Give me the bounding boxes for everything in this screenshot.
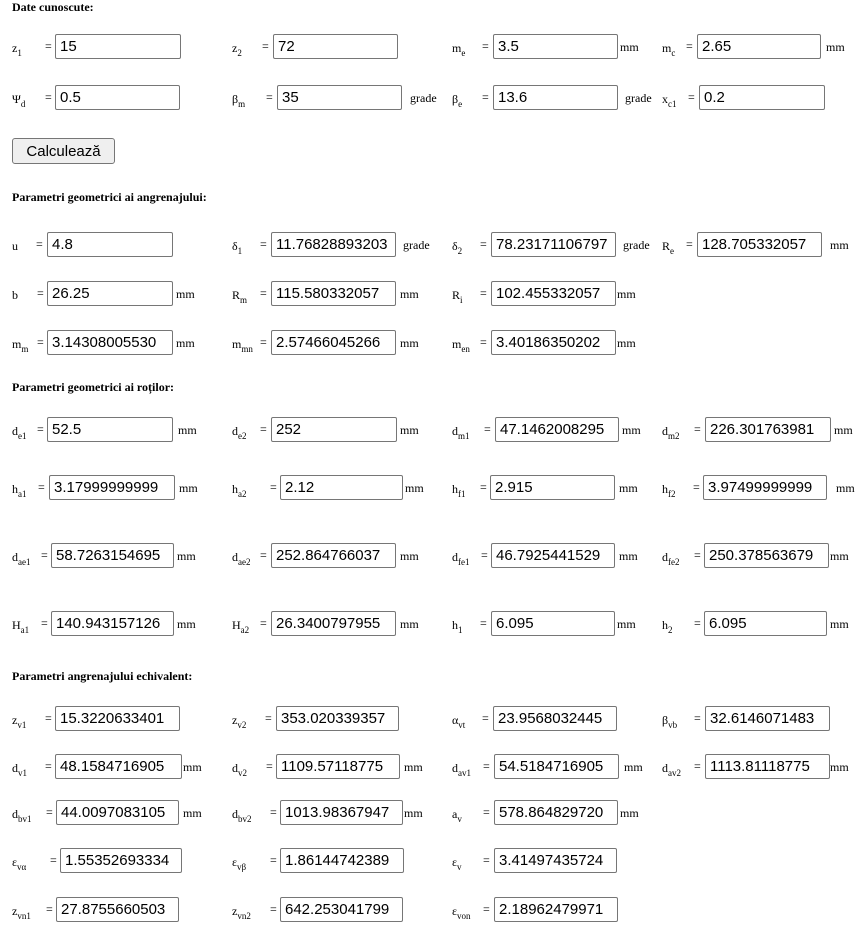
- label-symbol: d: [662, 550, 668, 564]
- field-21-input[interactable]: [705, 417, 831, 442]
- label-21: [662, 424, 680, 441]
- unit-label: mm: [400, 423, 419, 437]
- label-38: [12, 761, 27, 778]
- label-subscript: von: [457, 911, 471, 921]
- label-symbol: d: [232, 807, 238, 821]
- equals-sign: =: [694, 616, 701, 630]
- field-22-input[interactable]: [49, 475, 175, 500]
- label-subscript: m2: [668, 431, 680, 441]
- unit-label: mm: [622, 423, 641, 437]
- label-symbol: h: [662, 482, 668, 496]
- label-subscript: vα: [17, 862, 27, 872]
- label-22: [12, 482, 27, 499]
- equals-sign: =: [693, 480, 700, 494]
- label-0: [12, 41, 22, 58]
- unit-label: mm: [176, 336, 195, 350]
- label-symbol: d: [452, 550, 458, 564]
- unit-label: mm: [404, 806, 423, 820]
- label-subscript: fe1: [458, 557, 470, 567]
- equals-sign: =: [686, 39, 693, 53]
- label-subscript: v2: [237, 720, 247, 730]
- equals-sign: =: [37, 335, 44, 349]
- label-31: [232, 618, 249, 635]
- field-33-input[interactable]: [704, 611, 827, 636]
- label-symbol: α: [452, 713, 459, 727]
- label-subscript: a2: [240, 625, 250, 635]
- field-23-input[interactable]: [280, 475, 403, 500]
- equals-sign: =: [270, 902, 277, 916]
- label-50: [452, 904, 471, 921]
- label-subscript: a2: [238, 489, 247, 499]
- equals-sign: =: [480, 335, 487, 349]
- field-41-input[interactable]: [705, 754, 830, 779]
- equals-sign: =: [38, 480, 45, 494]
- equals-sign: =: [483, 759, 490, 773]
- equals-sign: =: [260, 548, 267, 562]
- field-39-input[interactable]: [276, 754, 400, 779]
- label-subscript: 2: [457, 246, 463, 256]
- label-29: [662, 550, 680, 567]
- label-32: [452, 618, 463, 635]
- label-symbol: m: [452, 337, 462, 351]
- label-subscript: v1: [18, 768, 27, 778]
- label-24: [452, 482, 466, 499]
- label-subscript: v: [457, 862, 462, 872]
- label-subscript: mn: [241, 344, 253, 354]
- label-subscript: m: [240, 295, 248, 305]
- label-subscript: v2: [238, 768, 247, 778]
- label-12: [12, 288, 18, 303]
- label-20: [452, 424, 470, 441]
- unit-label: mm: [830, 760, 849, 774]
- label-symbol: Ψ: [12, 92, 21, 106]
- label-46: [232, 855, 246, 872]
- label-symbol: d: [232, 761, 238, 775]
- equals-sign: =: [45, 711, 52, 725]
- label-symbol: m: [452, 41, 462, 55]
- label-symbol: h: [232, 482, 238, 496]
- equals-sign: =: [265, 711, 272, 725]
- equals-sign: =: [46, 902, 53, 916]
- label-subscript: e: [670, 246, 675, 256]
- equals-sign: =: [483, 902, 490, 916]
- unit-label: mm: [400, 549, 419, 563]
- label-subscript: fe2: [668, 557, 680, 567]
- unit-label: mm: [183, 760, 202, 774]
- unit-label: mm: [183, 806, 202, 820]
- label-symbol: z: [12, 904, 18, 918]
- label-49: [232, 904, 251, 921]
- label-43: [232, 807, 252, 824]
- equals-sign: =: [260, 335, 267, 349]
- field-26-input[interactable]: [51, 543, 174, 568]
- label-subscript: v: [457, 814, 462, 824]
- label-subscript: a1: [18, 489, 27, 499]
- equals-sign: =: [483, 805, 490, 819]
- equals-sign: =: [262, 39, 269, 53]
- label-35: [232, 713, 246, 730]
- unit-label: mm: [826, 40, 845, 54]
- label-6: [452, 92, 462, 109]
- label-symbol: H: [232, 618, 241, 632]
- label-subscript: m: [21, 344, 29, 354]
- unit-label: mm: [836, 481, 855, 495]
- field-16-input[interactable]: [271, 330, 396, 355]
- label-symbol: R: [232, 288, 241, 302]
- label-23: [232, 482, 247, 499]
- label-10: [452, 239, 462, 256]
- label-symbol: d: [662, 424, 668, 438]
- field-47-input[interactable]: [494, 848, 617, 873]
- equals-sign: =: [41, 548, 48, 562]
- unit-label: mm: [830, 238, 849, 252]
- equals-sign: =: [37, 286, 44, 300]
- label-symbol: ε: [232, 855, 238, 869]
- label-subscript: vb: [668, 720, 678, 730]
- equals-sign: =: [260, 422, 267, 436]
- label-17: [452, 337, 470, 354]
- label-subscript: vt: [458, 720, 466, 730]
- label-symbol: z: [232, 713, 238, 727]
- field-49-input[interactable]: [280, 897, 403, 922]
- label-39: [232, 761, 247, 778]
- field-29-input[interactable]: [704, 543, 829, 568]
- label-subscript: 2: [237, 48, 242, 58]
- field-50-input[interactable]: [494, 897, 618, 922]
- label-subscript: 2: [668, 625, 673, 635]
- label-symbol: h: [452, 482, 458, 496]
- label-symbol: d: [232, 550, 238, 564]
- unit-label: mm: [624, 760, 643, 774]
- label-symbol: m: [232, 337, 242, 351]
- equals-sign: =: [270, 853, 277, 867]
- label-symbol: h: [12, 482, 18, 496]
- equals-sign: =: [45, 39, 52, 53]
- unit-label: mm: [179, 481, 198, 495]
- label-symbol: h: [452, 618, 458, 632]
- unit-label: mm: [400, 336, 419, 350]
- label-subscript: e1: [18, 431, 27, 441]
- equals-sign: =: [45, 759, 52, 773]
- label-37: [662, 713, 677, 730]
- label-symbol: R: [452, 288, 461, 302]
- label-2: [452, 41, 465, 58]
- label-symbol: R: [662, 239, 671, 253]
- equals-sign: =: [270, 805, 277, 819]
- label-subscript: m: [238, 99, 246, 109]
- label-9: [232, 239, 242, 256]
- label-subscript: i: [460, 295, 463, 305]
- field-44-input[interactable]: [494, 800, 618, 825]
- label-14: [452, 288, 463, 305]
- label-subscript: vn2: [237, 911, 251, 921]
- field-36-input[interactable]: [493, 706, 617, 731]
- field-34-input[interactable]: [55, 706, 180, 731]
- field-11-input[interactable]: [697, 232, 822, 257]
- unit-label: mm: [404, 760, 423, 774]
- field-19-input[interactable]: [271, 417, 397, 442]
- label-symbol: b: [12, 288, 18, 302]
- field-27-input[interactable]: [271, 543, 396, 568]
- equals-sign: =: [480, 616, 487, 630]
- equals-sign: =: [270, 480, 277, 494]
- label-8: [12, 239, 18, 254]
- field-3-input[interactable]: [697, 34, 821, 59]
- label-19: [232, 424, 247, 441]
- unit-label: mm: [617, 287, 636, 301]
- label-symbol: ε: [452, 855, 458, 869]
- equals-sign: =: [482, 39, 489, 53]
- heading-known-data: Date cunoscute:: [12, 0, 94, 14]
- field-4-input[interactable]: [55, 85, 180, 110]
- label-16: [232, 337, 253, 354]
- unit-label: mm: [177, 549, 196, 563]
- equals-sign: =: [688, 90, 695, 104]
- equals-sign: =: [41, 616, 48, 630]
- unit-label: mm: [405, 481, 424, 495]
- equals-sign: =: [694, 759, 701, 773]
- field-24-input[interactable]: [490, 475, 615, 500]
- label-symbol: d: [232, 424, 238, 438]
- label-subscript: vn1: [17, 911, 31, 921]
- label-symbol: δ: [232, 239, 238, 253]
- unit-label: mm: [620, 806, 639, 820]
- label-subscript: 1: [17, 48, 22, 58]
- equals-sign: =: [484, 422, 491, 436]
- equals-sign: =: [482, 711, 489, 725]
- field-14-input[interactable]: [491, 281, 616, 306]
- unit-label: grade: [410, 91, 437, 105]
- equals-sign: =: [483, 853, 490, 867]
- label-42: [12, 807, 32, 824]
- label-subscript: e: [458, 99, 463, 109]
- equals-sign: =: [46, 805, 53, 819]
- label-symbol: z: [12, 713, 18, 727]
- label-symbol: d: [12, 424, 18, 438]
- field-1-input[interactable]: [273, 34, 398, 59]
- heading-wheel-geometry: Parametri geometrici ai roților:: [12, 380, 175, 394]
- equals-sign: =: [45, 90, 52, 104]
- equals-sign: =: [480, 480, 487, 494]
- equals-sign: =: [260, 237, 267, 251]
- label-5: [232, 92, 245, 109]
- label-symbol: d: [452, 761, 458, 775]
- label-subscript: ae1: [18, 557, 31, 567]
- unit-label: mm: [834, 423, 853, 437]
- label-40: [452, 761, 471, 778]
- calculate-button[interactable]: Calculează: [12, 138, 115, 164]
- field-8-input[interactable]: [47, 232, 173, 257]
- label-symbol: d: [12, 550, 18, 564]
- label-48: [12, 904, 31, 921]
- field-43-input[interactable]: [280, 800, 403, 825]
- field-30-input[interactable]: [51, 611, 174, 636]
- label-subscript: vβ: [237, 862, 247, 872]
- label-subscript: e: [461, 48, 466, 58]
- label-subscript: e2: [238, 431, 247, 441]
- label-symbol: H: [12, 618, 21, 632]
- unit-label: mm: [400, 617, 419, 631]
- unit-label: mm: [619, 481, 638, 495]
- label-45: [12, 855, 26, 872]
- field-40-input[interactable]: [494, 754, 619, 779]
- unit-label: mm: [620, 40, 639, 54]
- label-symbol: β: [452, 92, 459, 106]
- label-subscript: 1: [458, 625, 463, 635]
- field-15-input[interactable]: [47, 330, 173, 355]
- label-symbol: ε: [452, 904, 458, 918]
- label-subscript: v1: [17, 720, 27, 730]
- label-30: [12, 618, 29, 635]
- field-20-input[interactable]: [495, 417, 619, 442]
- label-subscript: av1: [458, 768, 471, 778]
- equals-sign: =: [266, 759, 273, 773]
- label-subscript: c: [671, 48, 676, 58]
- equals-sign: =: [694, 711, 701, 725]
- equals-sign: =: [694, 548, 701, 562]
- field-6-input[interactable]: [493, 85, 618, 110]
- field-12-input[interactable]: [47, 281, 173, 306]
- equals-sign: =: [266, 90, 273, 104]
- label-subscript: ae2: [238, 557, 251, 567]
- label-symbol: z: [232, 904, 238, 918]
- unit-label: mm: [617, 336, 636, 350]
- label-25: [662, 482, 676, 499]
- field-28-input[interactable]: [491, 543, 615, 568]
- field-5-input[interactable]: [277, 85, 402, 110]
- label-symbol: x: [662, 92, 668, 106]
- label-7: [662, 92, 677, 109]
- unit-label: grade: [403, 238, 430, 252]
- unit-label: grade: [623, 238, 650, 252]
- label-symbol: z: [12, 41, 18, 55]
- label-symbol: h: [662, 618, 668, 632]
- label-subscript: 1: [237, 246, 243, 256]
- label-symbol: d: [662, 761, 668, 775]
- label-47: [452, 855, 462, 872]
- equals-sign: =: [50, 853, 57, 867]
- label-symbol: ε: [12, 855, 18, 869]
- label-15: [12, 337, 28, 354]
- field-13-input[interactable]: [271, 281, 396, 306]
- field-38-input[interactable]: [55, 754, 182, 779]
- label-33: [662, 618, 673, 635]
- label-4: [12, 92, 25, 109]
- heading-equivalent-gear: Parametri angrenajului echivalent:: [12, 669, 193, 683]
- equals-sign: =: [37, 422, 44, 436]
- equals-sign: =: [481, 548, 488, 562]
- label-18: [12, 424, 27, 441]
- label-41: [662, 761, 681, 778]
- label-11: [662, 239, 674, 256]
- field-35-input[interactable]: [276, 706, 399, 731]
- label-3: [662, 41, 675, 58]
- field-25-input[interactable]: [703, 475, 827, 500]
- label-subscript: f2: [668, 489, 676, 499]
- field-48-input[interactable]: [56, 897, 179, 922]
- equals-sign: =: [260, 616, 267, 630]
- label-34: [12, 713, 26, 730]
- unit-label: mm: [400, 287, 419, 301]
- label-subscript: c1: [668, 99, 677, 109]
- label-symbol: u: [12, 239, 18, 253]
- equals-sign: =: [36, 237, 43, 251]
- heading-gear-geometry: Parametri geometrici ai angrenajului:: [12, 190, 207, 204]
- label-symbol: d: [12, 807, 18, 821]
- unit-label: mm: [617, 617, 636, 631]
- label-subscript: av2: [668, 768, 681, 778]
- label-subscript: m1: [458, 431, 470, 441]
- label-symbol: d: [12, 761, 18, 775]
- field-7-input[interactable]: [699, 85, 825, 110]
- field-32-input[interactable]: [491, 611, 615, 636]
- label-symbol: β: [232, 92, 239, 106]
- unit-label: mm: [176, 287, 195, 301]
- label-1: [232, 41, 242, 58]
- label-28: [452, 550, 470, 567]
- label-subscript: bv2: [238, 814, 252, 824]
- unit-label: mm: [830, 549, 849, 563]
- label-subscript: a1: [20, 625, 30, 635]
- label-subscript: en: [461, 344, 470, 354]
- equals-sign: =: [686, 237, 693, 251]
- label-symbol: z: [232, 41, 238, 55]
- field-18-input[interactable]: [47, 417, 173, 442]
- field-0-input[interactable]: [55, 34, 181, 59]
- label-44: [452, 807, 462, 824]
- equals-sign: =: [260, 286, 267, 300]
- equals-sign: =: [480, 286, 487, 300]
- unit-label: mm: [178, 423, 197, 437]
- field-45-input[interactable]: [60, 848, 182, 873]
- label-symbol: m: [662, 41, 672, 55]
- field-9-input[interactable]: [271, 232, 396, 257]
- field-42-input[interactable]: [56, 800, 179, 825]
- equals-sign: =: [480, 237, 487, 251]
- label-26: [12, 550, 31, 567]
- field-17-input[interactable]: [491, 330, 616, 355]
- label-symbol: a: [452, 807, 458, 821]
- field-37-input[interactable]: [705, 706, 830, 731]
- equals-sign: =: [694, 422, 701, 436]
- label-subscript: bv1: [18, 814, 32, 824]
- field-31-input[interactable]: [271, 611, 396, 636]
- label-symbol: β: [662, 713, 669, 727]
- label-13: [232, 288, 247, 305]
- field-2-input[interactable]: [493, 34, 618, 59]
- field-46-input[interactable]: [280, 848, 404, 873]
- label-symbol: d: [452, 424, 458, 438]
- label-27: [232, 550, 251, 567]
- unit-label: mm: [619, 549, 638, 563]
- unit-label: grade: [625, 91, 652, 105]
- label-subscript: d: [20, 99, 26, 109]
- label-symbol: m: [12, 337, 22, 351]
- field-10-input[interactable]: [491, 232, 616, 257]
- label-36: [452, 713, 465, 730]
- equals-sign: =: [482, 90, 489, 104]
- unit-label: mm: [177, 617, 196, 631]
- unit-label: mm: [830, 617, 849, 631]
- label-subscript: f1: [458, 489, 466, 499]
- label-symbol: δ: [452, 239, 458, 253]
